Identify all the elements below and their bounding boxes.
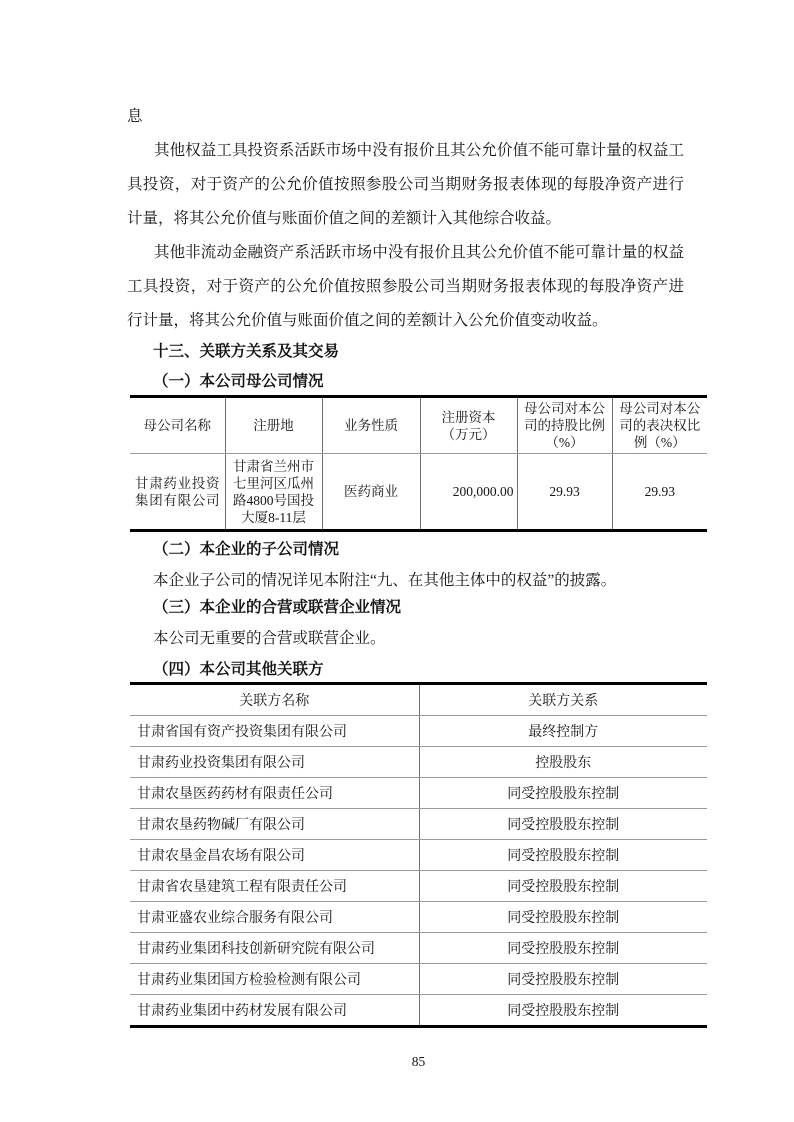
paragraph: 其他权益工具投资系活跃市场中没有报价且其公允价值不能可靠计量的权益工具投资，对于资产的公允价值按照参股公司当期财务报表体现的每股净资产进行计量，将其公允价值与账面价值之间的差额计入其他综合收益。	[127, 142, 684, 227]
related-table-header-row	[130, 684, 707, 716]
header-business-nature: 业务性质	[322, 397, 420, 454]
related-party-row	[130, 716, 707, 747]
paragraph: 其他非流动金融资产系活跃市场中没有报价且其公允价值不能可靠计量的权益工具投资，对于资产的公允价值按照参股公司当期财务报表体现的每股净资产进行计量，将其公允价值与账面价值之间的差额计入公允价值变动收益。	[127, 244, 684, 329]
related-party-row	[130, 995, 707, 1027]
related-party-relation-cell: 同受控股股东控制	[419, 809, 707, 840]
business-nature-cell: 医药商业	[322, 454, 420, 531]
sub-heading-4: （四）本公司其他关联方	[153, 661, 324, 678]
related-party-name-cell: 甘肃省国有资产投资集团有限公司	[130, 716, 419, 747]
parent-table-row	[130, 454, 707, 531]
related-party-row	[130, 809, 707, 840]
related-party-relation-cell: 同受控股股东控制	[419, 902, 707, 933]
related-party-relation-cell: 同受控股股东控制	[419, 964, 707, 995]
sub-heading-2: （二）本企业的子公司情况	[153, 541, 340, 558]
related-party-row	[130, 964, 707, 995]
related-party-name-cell: 甘肃农垦药物碱厂有限公司	[130, 809, 419, 840]
related-party-relation-cell: 同受控股股东控制	[419, 995, 707, 1027]
sub-heading-1: （一）本公司母公司情况	[153, 373, 324, 390]
related-party-row	[130, 747, 707, 778]
voting-rights-cell: 29.93	[612, 454, 707, 531]
related-party-row	[130, 933, 707, 964]
related-party-name-cell: 甘肃药业集团科技创新研究院有限公司	[130, 933, 419, 964]
sub3-text: 本公司无重要的合营或联营企业。	[153, 630, 386, 647]
related-party-relation-cell: 同受控股股东控制	[419, 840, 707, 871]
header-parent-name: 母公司名称	[130, 397, 225, 454]
related-party-relation-cell: 控股股东	[419, 747, 707, 778]
paragraph-fragment: 息	[127, 108, 143, 125]
related-party-name-cell: 甘肃省农垦建筑工程有限责任公司	[130, 871, 419, 902]
header-related-party-relation: 关联方关系	[419, 684, 707, 716]
related-party-relation-cell: 同受控股股东控制	[419, 871, 707, 902]
sub-heading-3: （三）本企业的合营或联营企业情况	[153, 599, 402, 616]
registered-capital-cell: 200,000.00	[420, 454, 517, 531]
related-party-name-cell: 甘肃药业投资集团有限公司	[130, 747, 419, 778]
page-number: 85	[411, 1054, 426, 1069]
body-text-block	[127, 100, 684, 338]
related-parties-table	[130, 682, 707, 1028]
related-party-relation-cell: 同受控股股东控制	[419, 778, 707, 809]
registered-address-cell: 甘肃省兰州市七里河区瓜州路4800号国投大厦8-11层	[225, 454, 322, 531]
related-party-relation-cell: 同受控股股东控制	[419, 933, 707, 964]
section-heading: 十三、关联方关系及其交易	[153, 343, 340, 360]
related-party-relation-cell: 最终控制方	[419, 716, 707, 747]
related-party-row	[130, 840, 707, 871]
header-related-party-name: 关联方名称	[130, 684, 419, 716]
related-party-row	[130, 778, 707, 809]
related-party-name-cell: 甘肃农垦金昌农场有限公司	[130, 840, 419, 871]
shareholding-cell: 29.93	[517, 454, 612, 531]
header-registered-address: 注册地	[225, 397, 322, 454]
related-party-row	[130, 902, 707, 933]
header-registered-capital: 注册资本（万元）	[420, 397, 517, 454]
parent-company-table	[130, 395, 707, 532]
related-party-name-cell: 甘肃农垦医药药材有限责任公司	[130, 778, 419, 809]
header-voting-rights-pct: 母公司对本公司的表决权比例（%）	[612, 397, 707, 454]
header-shareholding-pct: 母公司对本公司的持股比例（%）	[517, 397, 612, 454]
related-party-name-cell: 甘肃药业集团中药材发展有限公司	[130, 995, 419, 1027]
parent-table-header-row	[130, 397, 707, 454]
related-party-name-cell: 甘肃亚盛农业综合服务有限公司	[130, 902, 419, 933]
related-party-name-cell: 甘肃药业集团国方检验检测有限公司	[130, 964, 419, 995]
sub2-text: 本企业子公司的情况详见本附注“九、在其他主体中的权益”的披露。	[153, 572, 617, 589]
related-party-row	[130, 871, 707, 902]
parent-name-cell: 甘肃药业投资集团有限公司	[135, 475, 220, 508]
